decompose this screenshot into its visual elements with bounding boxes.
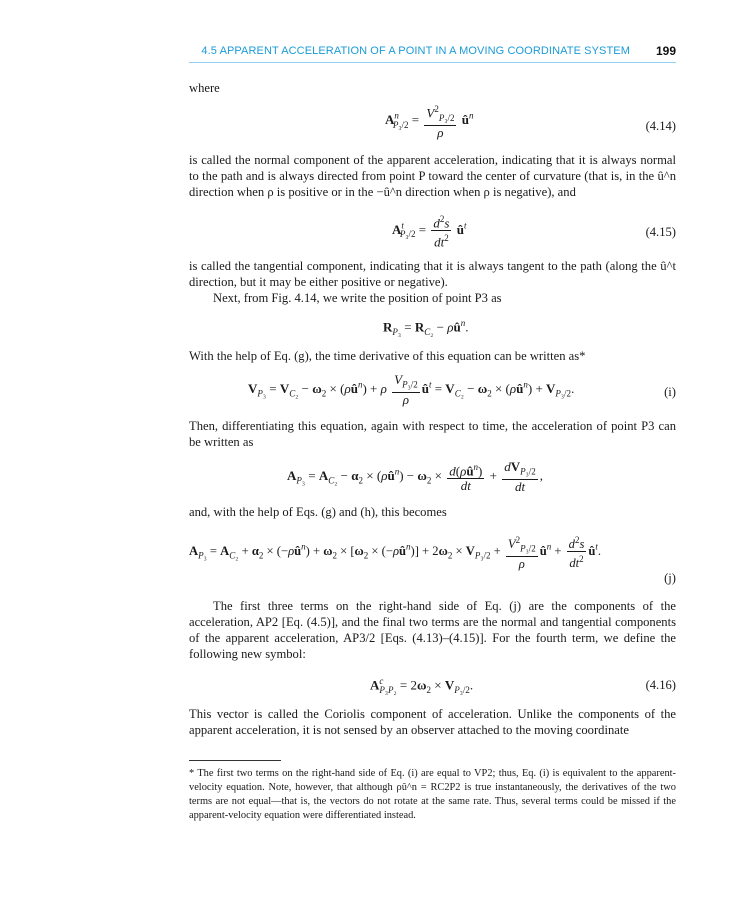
equation-number-j: (j) [664,571,676,585]
paragraph-normal-component: is called the normal component of the apparent acceleration, indicating that it is always normal to the path and is always directed from point P toward the center of curvature (that is, in the û^n direction when ρ is positive or in the −û^n direction when ρ is negative), and [189,153,676,199]
paragraph-then: Then, differentiating this equation, again with respect to time, the acceleration of point P3 can be written as [189,419,676,449]
equation-number-i: (i) [664,385,676,399]
footnote: * The first two terms on the right-hand side of Eq. (i) are equal to VP2; thus, Eq. (i) is equivalent to the apparent-velocity equation. Note, however, that although ρû^n = RC2P2 is true instantaneously, the derivatives of the two terms are not equal—that is, the vectors do not rotate at the same rate. Thus, several terms could be missed if the apparent-velocity equation were differentiated instead. [189,768,676,821]
paragraph-coriolis: This vector is called the Coriolis component of acceleration. Unlike the components of the apparent acceleration, it is not sensed by an observer attached to the moving coordinate [189,707,676,737]
equation-position-p3: $R_{P_3} = R_{C_2}$ − $\rho û^n$. [383,318,469,337]
paragraph-with-gh: and, with the help of Eqs. (g) and (h), this becomes [189,505,447,519]
equation-i: $V_{P_3} = V_{C_2} - \omega_2$ × $(\rho û^n) + \rho$ $\frac{V_{P_3/2}}{\rho}$ $û^t = V_{C_2} - \omega_2$ × $(\rho û^n) + V_{P_3/2}$. [248,372,575,407]
equation-4-15: $A^t_{P_3/2}$ = $\frac{d^2s}{dt^2}$ $û^t$ [392,214,467,250]
running-title: 4.5 APPARENT ACCELERATION OF A POINT IN A MOVING COORDINATE SYSTEM [201,45,630,57]
equation-number-4-16: (4.16) [645,678,676,692]
paragraph-tangential-component: is called the tangential component, indicating that it is always tangent to the path (along the û^t direction, but it may be either positive or negative). [189,259,676,289]
equation-acceleration-p3: $A_{P_3} = A_{C_2} - \alpha_2$ × $(\rho û^n) - \omega_2$ × $\frac{d(\rho û^n)}{dt}$ + $\frac{dV_{P_3/2}}{dt}$ , [287,459,544,494]
page-number: 199 [655,44,676,58]
equation-4-14: $A^n_{P_3/2}$ = $\frac{V^2_{P_3/2}}{\rho}$ $û^n$ [385,104,474,140]
equation-j: $A_{P_3} = A_{C_2} + \alpha_2$ × $(-\rho û^n) + \omega_2 \times [\omega_2$ × $(-\rho û^n)] + 2\omega_2 \times V_{P_3/2}$ + $\frac{V^2_{P_3/2}}{\rho}$ $û^n$ + $\frac{d^2s}{dt^2}$ $û^t$. [189,535,602,571]
where-text: where [189,81,220,95]
equation-4-16: $A^c_{P_3P_2} = 2\omega_2 \times V_{P_3/2}$. [370,676,474,695]
equation-number-4-14: (4.14) [645,119,676,133]
running-header [189,44,676,63]
paragraph-first-three-terms: The first three terms on the right-hand side of Eq. (j) are the components of the acceleration, AP2 [Eq. (4.5)], and the final two terms are the normal and tangential components of the apparent acceleration, AP3/2 [Eqs. (4.13)–(4.15)]. For the fourth term, we define the following new symbol: [189,599,676,661]
paragraph-help-g: With the help of Eq. (g), the time derivative of this equation can be written as* [189,349,586,363]
footnote-rule [189,760,281,761]
equation-number-4-15: (4.15) [645,225,676,239]
paragraph-next: Next, from Fig. 4.14, we write the position of point P3 as [213,291,502,305]
